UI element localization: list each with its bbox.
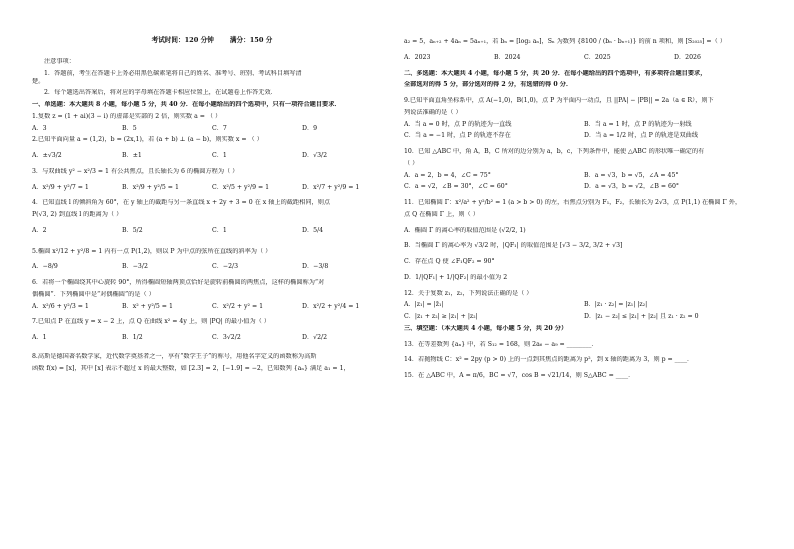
q5-option-d: D．−3/8 xyxy=(302,263,329,271)
notes-title: 注意事项： xyxy=(44,58,75,66)
q11-stem: 11．已知椭圆 Γ：x²/a² + y²/b² = 1 (a > b > 0) 的左，右焦点分别为 F₁，F₂，长轴长为 2√3，点 P(1,1) 在椭圆 Γ 外， xyxy=(404,199,742,206)
q9-option-b: B．当 a = 1 时，点 P 的轨迹为一射线 xyxy=(584,120,692,128)
q12-options-row2 xyxy=(404,313,764,321)
q2-options xyxy=(32,152,392,160)
q11-option-d: D．1/|QF₁| + 1/|QF₂| 的最小值为 2 xyxy=(404,273,508,281)
q8-option-a: A．2023 xyxy=(404,53,431,61)
q3-option-a: A．x²/9 + y²/7 = 1 xyxy=(32,183,89,191)
q9-option-a: A．当 a = 0 时，点 P 的轨迹为一直线 xyxy=(404,120,512,128)
exam-header xyxy=(32,36,392,44)
q10-option-d: D．a = √3，b = √2，∠B = 60° xyxy=(584,183,679,191)
q9-option-c: C．当 a = −1 时，点 P 的轨迹不存在 xyxy=(404,132,511,140)
q10-options-row2 xyxy=(404,183,764,191)
q6-stem-cont: 偶椭圆”．下列椭圆中是“对偶椭圆”的是（ ） xyxy=(32,290,155,298)
q5-option-c: C．−2/3 xyxy=(212,263,239,271)
q8-option-c: C．2025 xyxy=(584,53,611,61)
q6-options xyxy=(32,303,392,311)
exam-score: 满分：150 分 xyxy=(229,36,273,44)
q12-options-row1 xyxy=(404,301,764,309)
q6-option-b: B．x² + y²/5 = 1 xyxy=(122,302,173,310)
q12-option-d: D．|z₁ − z₂| ≤ |z₁| + |z₂| 且 z₁ · z₂ = 0 xyxy=(584,313,699,320)
q10-stem: 10．已知 △ABC 中，角 A，B，C 所对的边分别为 a，b，c，下列条件中，能使 △ABC 的形状唯一确定的有 xyxy=(404,148,705,155)
q13-stem: 13．在等差数列 {aₙ} 中，若 S₁₂ = 168，则 2a₆ − a₉ = ________． xyxy=(404,340,598,348)
q1-option-a: A．3 xyxy=(32,124,47,132)
q1-option-d: D．9 xyxy=(302,124,318,132)
q4-option-c: C．1 xyxy=(212,226,227,234)
q11-option-c: C．存在点 Q 使 ∠F₁QF₂ = 90° xyxy=(404,258,495,265)
q5-option-b: B．−3/2 xyxy=(122,263,148,271)
q7-option-b: B．1/2 xyxy=(122,334,143,342)
q14-stem: 14．若抛物线 C：x² = 2py (p > 0) 上的一点到其焦点的距离为 p²，到 x 轴的距离为 3，则 p = ____． xyxy=(404,356,694,364)
q7-stem: 7.已知点 P 在直线 y = x − 2 上，点 Q 在曲线 x² = 4y 上，则 |PQ| 的最小值为（ ） xyxy=(32,318,270,326)
q8-option-d: D．2026 xyxy=(674,53,701,61)
q7-option-d: D．√2/2 xyxy=(302,334,328,342)
q8-stem: 8.高斯是德国著名数学家，近代数学奠基者之一，享有“数学王子”的称号，用他名字定义的函数称为高斯 xyxy=(32,352,317,360)
note-1-cont: 楚。 xyxy=(32,77,45,85)
q15-stem: 15．在 △ABC 中，A = π/6，BC = √7，cos B = √21/14，则 S△ABC = ____． xyxy=(404,372,635,379)
note-2: 2．每个题选出答案后，将对应的字母填在答题卡相应位置上，在试题卷上作答无效． xyxy=(44,89,277,97)
q9-options-row1 xyxy=(404,121,764,129)
q6-option-c: C．x²/2 + y² = 1 xyxy=(212,302,264,310)
q4-option-a: A．2 xyxy=(32,226,47,234)
q9-option-d: D．当 a = 1/2 时，点 P 的轨迹是双曲线 xyxy=(584,132,699,140)
q4-stem-cont: P(√3, 2) 到直线 l 的距离为（ ） xyxy=(32,211,123,219)
q6-stem: 6．若将一个椭圆绕其中心旋转 90°，所得椭圆短轴两顶点恰好是旋转前椭圆的两焦点，这样的椭圆称为“对 xyxy=(32,279,325,287)
q12-option-a: A．|z₁| = |z̄₁| xyxy=(404,301,444,309)
q10-options-row1 xyxy=(404,172,764,180)
q6-option-d: D．x²/2 + y²/4 = 1 xyxy=(302,302,360,310)
q9-stem: 9.已知平面直角坐标系中，点 A(−1,0)，B(1,0)，点 P 为平面内一动点，且 ||PA| − |PB|| = 2a（a ∈ R），则下 xyxy=(404,97,714,104)
exam-time: 考试时间：120 分钟 xyxy=(151,36,214,44)
q1-option-c: C．7 xyxy=(212,124,227,132)
q4-option-d: D．5/4 xyxy=(302,226,324,234)
q11-stem-cont: 点 Q 在椭圆 Γ 上，则（ ） xyxy=(404,210,479,218)
q8-continuation: a₂ = 5，aₙ₊₂ + 4aₙ = 5aₙ₊₁，若 bₙ = [log₂ aₙ]，Sₙ 为数列 {8100 / (bₙ · bₙ₊₁)} 的前 n 项和，则 [S₂₀₂₅] =（ ） xyxy=(404,38,726,45)
q9-options-row2 xyxy=(404,132,764,140)
q10-stem-cont: （ ） xyxy=(404,159,419,167)
q3-stem: 3．与双曲线 y² − x²/3 = 1 有公共焦点，且长轴长为 6 的椭圆方程为（ ） xyxy=(32,167,239,175)
q2-stem: 2.已知平面向量 a = (1,2)，b = (2x,1)，若 (a + b) ⊥ (a − b)，则实数 x = （ ） xyxy=(32,136,263,144)
q3-options xyxy=(32,184,392,192)
right-column xyxy=(404,38,764,380)
q1-options xyxy=(32,125,392,133)
q5-option-a: A．−8/9 xyxy=(32,263,58,271)
q4-stem: 4．已知直线 l 的倾斜角为 60°，在 y 轴上的截距与另一条直线 x + 2y + 3 = 0 在 x 轴上的截距相同，则点 xyxy=(32,199,331,207)
q7-option-a: A．1 xyxy=(32,334,47,342)
q8-option-b: B．2024 xyxy=(494,53,521,61)
q12-option-c: C．|z₁ + z₂| ≥ |z₁| + |z₂| xyxy=(404,313,478,320)
left-column xyxy=(32,36,392,372)
q11-option-a: A．椭圆 Γ 的离心率的取值范围是 (√2/2, 1) xyxy=(404,226,526,234)
q2-option-d: D．√3/2 xyxy=(302,152,328,160)
q9-stem-cont: 列说法准确的是（ ） xyxy=(404,108,462,116)
q10-option-b: B．a = √3，b = √5，∠A = 45° xyxy=(584,171,679,179)
q5-stem: 5.椭圆 x²/12 + y²/8 = 1 内有一点 P(1,2)，则以 P 为中点的弦所在直线的斜率为（ ） xyxy=(32,247,272,255)
q2-option-b: B．±1 xyxy=(122,152,142,160)
q4-option-b: B．5/2 xyxy=(122,226,143,234)
section-3-title: 三、填空题：（本大题共 4 小题，每小题 5 分，共 20 分） xyxy=(404,324,568,332)
section-2-title-cont: 全部选对的得 5 分，部分选对的得 2 分，有选错的得 0 分． xyxy=(404,81,573,89)
q8-options xyxy=(404,54,764,62)
q2-option-c: C．1 xyxy=(212,152,227,160)
q10-option-a: A．a = 2，b = 4，∠C = 75° xyxy=(404,171,491,179)
q2-option-a: A．±√3/2 xyxy=(32,152,62,160)
q10-option-c: C．a = √2，∠B = 30°，∠C = 60° xyxy=(404,183,508,191)
q3-option-d: D．x²/7 + y²/9 = 1 xyxy=(302,183,360,191)
q11-option-b: B．当椭圆 Γ 的离心率为 √3/2 时，|QF₁| 的取值范围是 [√3 − 3/2, 3/2 + √3] xyxy=(404,242,623,250)
section-2-title: 二、多选题：本大题共 4 小题，每小题 5 分，共 20 分．在每小题给出的四个选项中，有多项符合题目要求， xyxy=(404,69,707,77)
q4-options xyxy=(32,227,392,235)
q3-option-b: B．x²/9 + y²/5 = 1 xyxy=(122,183,179,191)
q1-stem: 1.复数 z = (1 + ai)(3 − i) 的虚部是实部的 2 倍，则实数 a = （ ） xyxy=(32,112,222,120)
q7-option-c: C．3√2/2 xyxy=(212,334,241,342)
q6-option-a: A．x²/6 + y²/3 = 1 xyxy=(32,302,89,310)
q3-option-c: C．x²/5 + y²/9 = 1 xyxy=(212,183,270,191)
q8-stem-cont: 函数 f(x) = [x]，其中 [x] 表示不超过 x 的最大整数，如 [2.3] = 2，[−1.9] = −2，已知数列 {aₙ} 满足 a₁ = 1， xyxy=(32,364,350,372)
section-1-title: 一、单选题：本大题共 8 小题，每小题 5 分，共 40 分．在每小题给出的四个选项中，只有一项符合题目要求． xyxy=(32,101,341,109)
q5-options xyxy=(32,263,392,271)
q12-stem: 12．关于复数 z₁，z₂，下列说法正确的是（ ） xyxy=(404,289,533,297)
q1-option-b: B．5 xyxy=(122,124,137,132)
q12-option-b: B．|z₁ · z₂| = |z₁| |z₂| xyxy=(584,301,648,309)
note-1: 1．答题前，考生在答题卡上务必用黑色碳素笔将自己的姓名、准考号、班别、考试科目填写清 xyxy=(44,69,302,77)
q7-options xyxy=(32,334,392,342)
